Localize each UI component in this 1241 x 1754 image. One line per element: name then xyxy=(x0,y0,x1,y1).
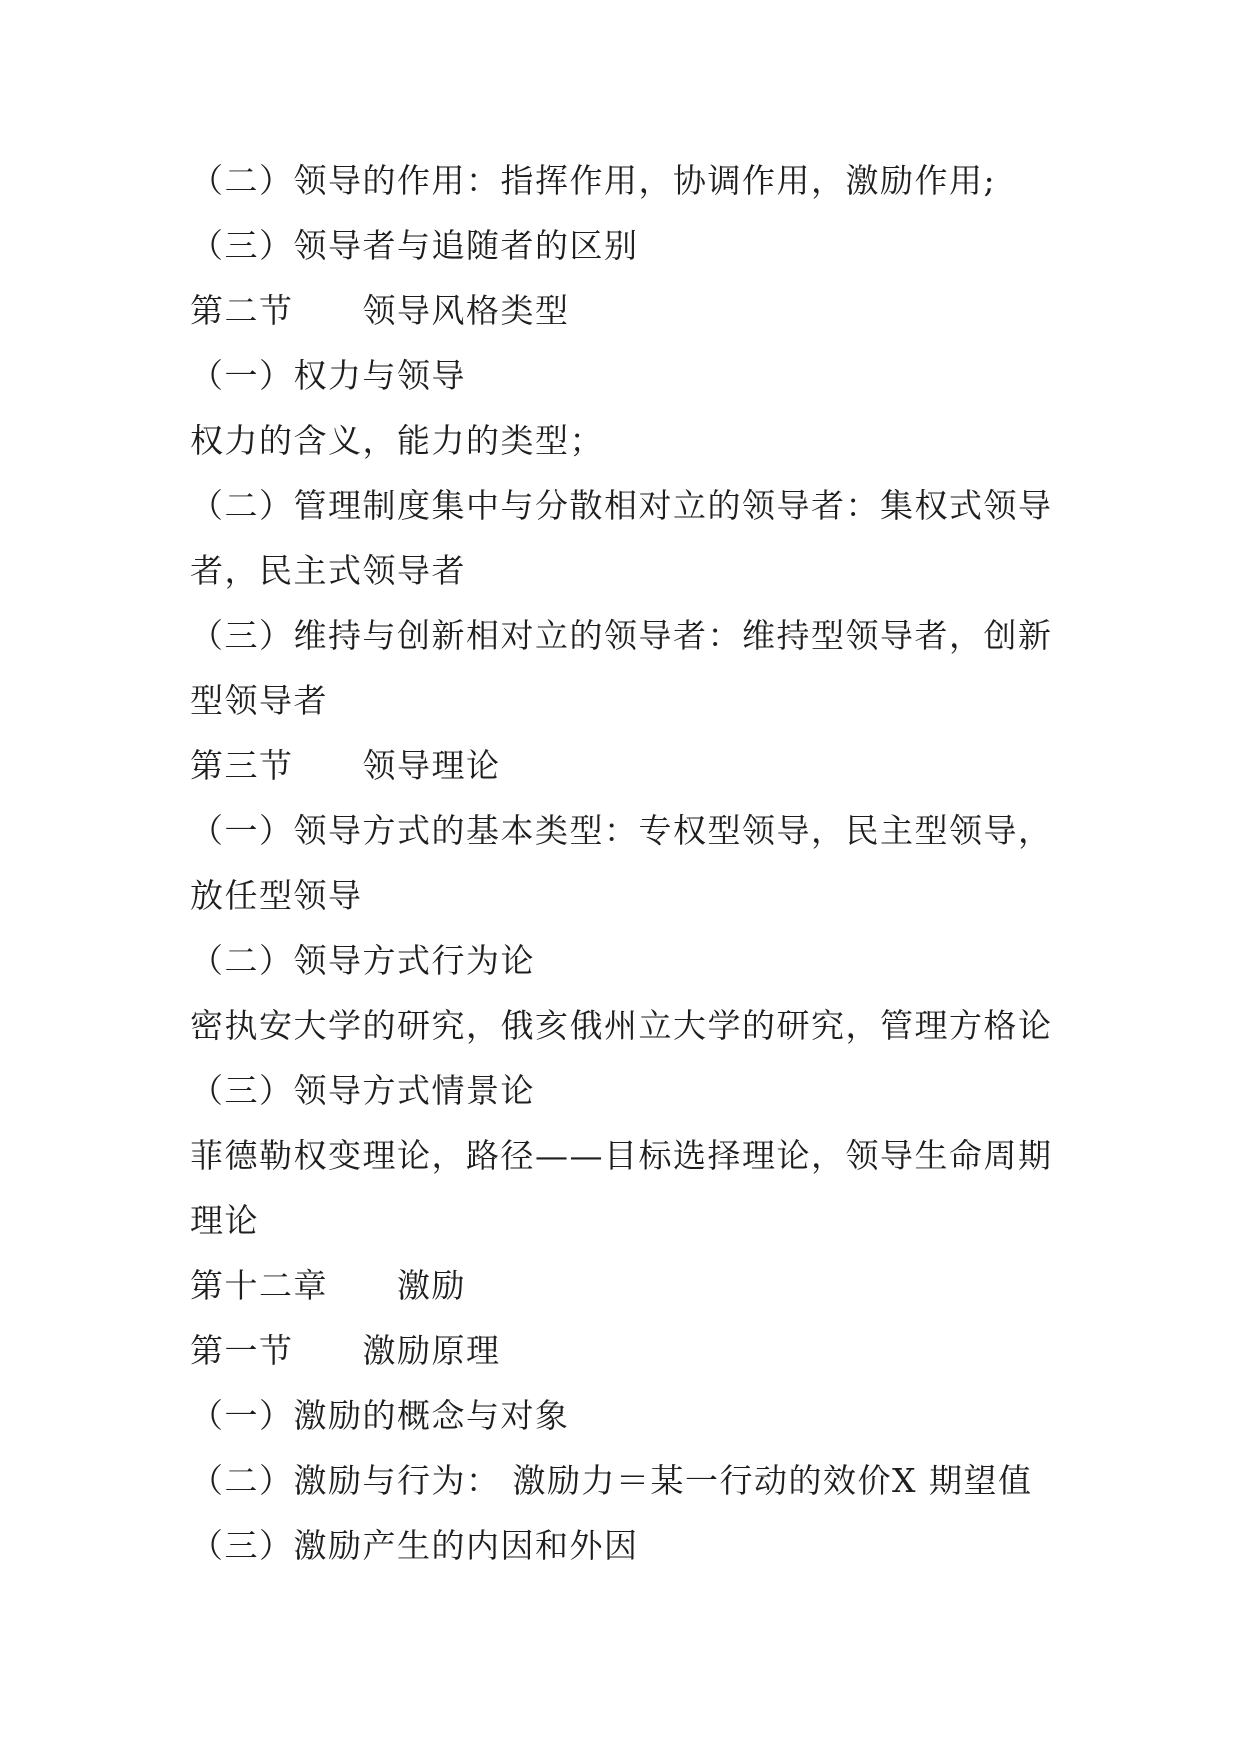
text-line-motivation-concept: （一）激励的概念与对象 xyxy=(190,1396,570,1435)
section-heading-motivation-principles: 第一节 激励原理 xyxy=(190,1331,501,1370)
text-line-leadership-basic-types: （一）领导方式的基本类型：专权型领导，民主型领导， xyxy=(190,811,1053,850)
text-line-centralized-vs-decentralized: （二）管理制度集中与分散相对立的领导者：集权式领导 xyxy=(190,486,1053,525)
text-line-theory: 理论 xyxy=(190,1201,259,1240)
text-line-motivation-formula: （二）激励与行为： 激励力＝某一行动的效价X 期望值 xyxy=(190,1461,1033,1500)
text-line-fiedler-path-goal: 菲德勒权变理论，路径——目标选择理论，领导生命周期 xyxy=(190,1136,1053,1175)
section-heading-leadership-theory: 第三节 领导理论 xyxy=(190,746,501,785)
text-line-leader-follower-difference: （三）领导者与追随者的区别 xyxy=(190,226,639,265)
text-line-innovative-leader: 型领导者 xyxy=(190,681,328,720)
text-line-behavior-theory: （二）领导方式行为论 xyxy=(190,941,535,980)
text-line-situational-theory: （三）领导方式情景论 xyxy=(190,1071,535,1110)
text-line-democratic-leader: 者，民主式领导者 xyxy=(190,551,466,590)
text-line-power-meaning: 权力的含义，能力的类型； xyxy=(190,421,604,460)
text-line-power-and-leadership: （一）权力与领导 xyxy=(190,356,466,395)
text-line-laissez-faire: 放任型领导 xyxy=(190,876,363,915)
text-line-leadership-functions: （二）领导的作用：指挥作用，协调作用，激励作用; xyxy=(190,161,997,200)
chapter-heading-motivation: 第十二章 激励 xyxy=(190,1266,466,1305)
text-line-maintain-vs-innovate: （三）维持与创新相对立的领导者：维持型领导者，创新 xyxy=(190,616,1053,655)
text-line-internal-external-causes: （三）激励产生的内因和外因 xyxy=(190,1526,639,1565)
text-line-university-studies: 密执安大学的研究，俄亥俄州立大学的研究，管理方格论 xyxy=(190,1006,1053,1045)
section-heading-leadership-styles: 第二节 领导风格类型 xyxy=(190,291,570,330)
